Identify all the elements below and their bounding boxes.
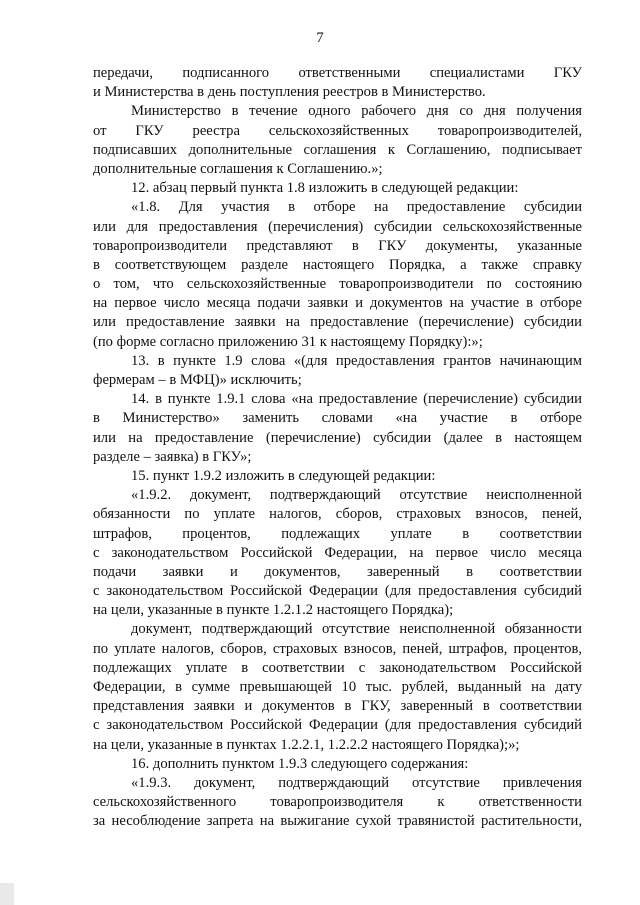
text-line: или для предоставления (перечисления) субсидии сельскохозяйственные	[93, 218, 582, 235]
text-line: о том, что сельскохозяйственные товаропроизводители по состоянию	[93, 276, 582, 293]
text-line: представления заявки и документов в ГКУ, заверенный в соответствии	[93, 698, 582, 715]
page-number: 7	[316, 30, 324, 46]
text-line: «1.9.2. документ, подтверждающий отсутствие неисполненной	[131, 487, 582, 504]
text-line: 14. в пункте 1.9.1 слова «на предоставление (перечисление) субсидии	[131, 391, 582, 408]
text-line: 12. абзац первый пункта 1.8 изложить в следующей редакции:	[131, 180, 519, 197]
text-line: 15. пункт 1.9.2 изложить в следующей редакции:	[131, 467, 436, 484]
text-line: Министерство в течение одного рабочего дня со дня получения	[131, 103, 582, 120]
text-line: сельскохозяйственного товаропроизводителя к ответственности	[93, 794, 582, 811]
document-body	[93, 64, 582, 832]
text-line: в соответствующем разделе настоящего Порядка, а также справку	[93, 256, 582, 273]
text-line: на первое число месяца подачи заявки и документов на участие в отборе	[93, 295, 582, 312]
text-line: 13. в пункте 1.9 слова «(для предоставления грантов начинающим	[131, 352, 582, 369]
text-line: подписавших дополнительные соглашения к Соглашению, подписывает	[93, 141, 582, 158]
text-line: от ГКУ реестра сельскохозяйственных товаропроизводителей,	[93, 122, 582, 139]
text-line: Федерации, в сумме превышающей 10 тыс. рублей, выданный на дату	[93, 679, 582, 695]
text-line: фермерам – в МФЦ)» исключить;	[93, 372, 302, 388]
text-line: с законодательством Российской Федерации, на первое число месяца	[93, 544, 582, 561]
text-line: по уплате налогов, сборов, страховых взносов, пеней, штрафов, процентов,	[93, 640, 582, 657]
text-line: подачи заявки и документов, заверенный в соответствии	[93, 563, 582, 580]
text-line: «1.8. Для участия в отборе на предоставление субсидии	[131, 199, 582, 216]
text-line: на цели, указанные в пункте 1.2.1.2 настоящего Порядка);	[93, 602, 454, 619]
text-line: за несоблюдение запрета на выжигание сухой травянистой растительности,	[93, 813, 582, 830]
text-line: документ, подтверждающий отсутствие неисполненной обязанности	[131, 621, 582, 638]
text-line: передачи, подписанного ответственными специалистами ГКУ	[93, 65, 582, 81]
scan-edge-mark	[0, 883, 14, 905]
text-line: с законодательством Российской Федерации (для предоставления субсидий	[93, 717, 582, 734]
text-line: на цели, указанные в пунктах 1.2.2.1, 1.2.2.2 настоящего Порядка);»;	[93, 736, 520, 753]
text-line: или предоставление заявки на предоставление (перечисление) субсидии	[93, 314, 582, 331]
text-line: и Министерства в день поступления реестров в Министерство.	[93, 84, 486, 101]
text-line: штрафов, процентов, подлежащих уплате в соответствии	[93, 525, 582, 542]
text-line: товаропроизводители представляют в ГКУ документы, указанные	[93, 237, 582, 254]
text-line: (по форме согласно приложению 31 к настоящему Порядку):»;	[93, 333, 483, 350]
text-line: «1.9.3. документ, подтверждающий отсутствие привлечения	[131, 774, 582, 791]
text-line: в Министерство» заменить словами «на участие в отборе	[93, 410, 582, 427]
text-line: подлежащих уплате в соответствии с законодательством Российской	[93, 659, 582, 676]
text-line: с законодательством Российской Федерации (для предоставления субсидий	[93, 583, 582, 600]
text-line: или на предоставление (перечисление) субсидии (далее в настоящем	[93, 429, 582, 446]
text-line: дополнительные соглашения к Соглашению.»;	[93, 160, 383, 177]
text-line: разделе – заявка) в ГКУ»;	[93, 448, 252, 465]
text-line: 16. дополнить пунктом 1.9.3 следующего содержания:	[131, 755, 469, 772]
text-line: обязанности по уплате налогов, сборов, страховых взносов, пеней,	[93, 506, 582, 523]
